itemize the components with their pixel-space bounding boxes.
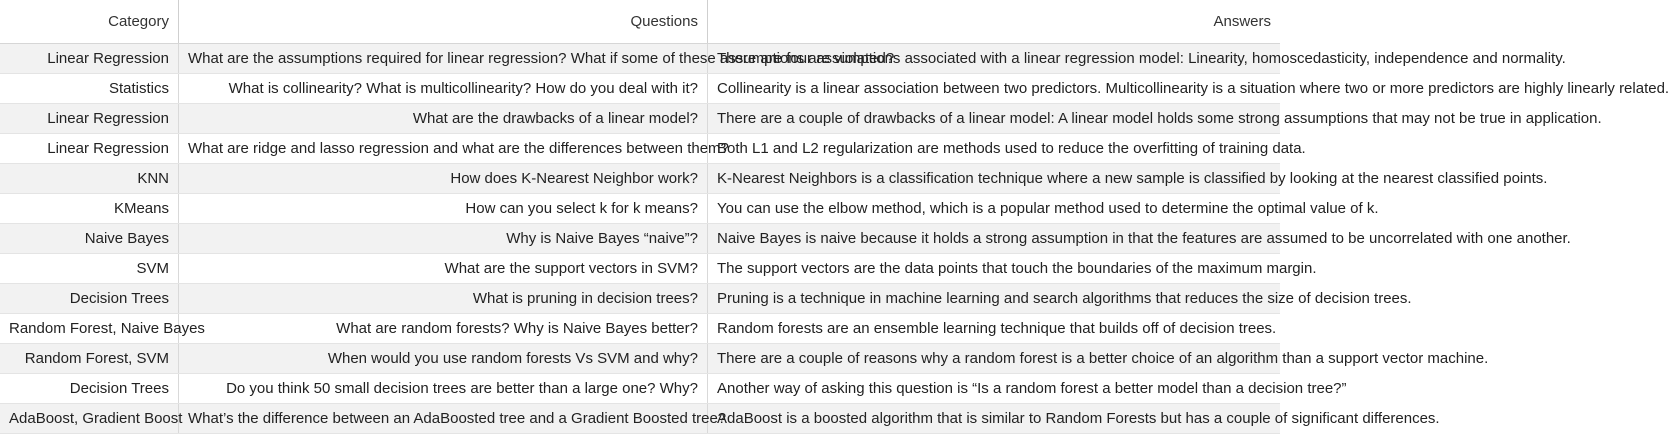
category-cell-text: AdaBoost, Gradient Boost [9,409,183,427]
question-cell[interactable] [179,374,708,403]
question-cell[interactable] [179,44,895,73]
category-cell[interactable] [0,104,179,133]
category-cell-text: Random Forest, SVM [24,349,169,367]
category-cell[interactable] [0,164,179,193]
question-cell-text: What are the support vectors in SVM? [444,259,698,277]
question-cell-text: Why is Naive Bayes “naive”? [506,229,698,247]
table-row[interactable] [0,134,1306,164]
table-row[interactable] [0,404,1440,434]
question-cell[interactable] [179,74,708,103]
answer-cell[interactable] [708,194,1379,223]
category-cell-text: Decision Trees [69,289,169,307]
question-cell-text: What are the drawbacks of a linear model? [412,109,698,127]
answer-cell[interactable] [708,44,1566,73]
table-row[interactable] [0,194,1379,224]
answer-cell-text: Another way of asking this question is “Is a random forest a better model than a decision tree?” [717,379,1347,397]
answer-cell[interactable] [708,254,1317,283]
category-cell-text: KNN [137,169,169,187]
category-cell[interactable] [0,314,205,343]
category-cell[interactable] [0,224,179,253]
category-cell[interactable] [0,344,179,373]
answer-cell[interactable] [708,164,1548,193]
question-cell[interactable] [179,224,708,253]
table-body [0,44,1669,434]
answer-cell-text: There are four assumptions associated with a linear regression model: Linearity, homoscedasticity, independence and normality. [717,49,1566,67]
answer-cell-text: Naive Bayes is naive because it holds a strong assumption in that the features are assumed to be uncorrelated with one another. [717,229,1571,247]
question-cell[interactable] [179,134,729,163]
answer-cell[interactable] [708,74,1669,103]
category-cell-text: Linear Regression [47,139,169,157]
answer-cell-text: AdaBoost is a boosted algorithm that is similar to Random Forests but has a couple of significant differences. [717,409,1440,427]
question-cell[interactable] [179,104,708,133]
category-cell[interactable] [0,74,179,103]
column-header-questions[interactable] [179,0,708,43]
question-cell-text: What is collinearity? What is multicollinearity? How do you deal with it? [228,79,698,97]
column-header-label: Category [108,12,169,30]
table-row[interactable] [0,254,1317,284]
answer-cell[interactable] [708,224,1571,253]
answer-cell[interactable] [708,314,1280,343]
question-cell[interactable] [179,314,708,343]
answer-cell-text: You can use the elbow method, which is a popular method used to determine the optimal value of k. [717,199,1379,217]
question-cell[interactable] [179,194,708,223]
table-row[interactable] [0,74,1669,104]
question-cell[interactable] [179,404,727,433]
answer-cell-text: Random forests are an ensemble learning technique that builds off of decision trees. [717,319,1277,337]
table-row[interactable] [0,314,1280,344]
question-cell-text: How can you select k for k means? [465,199,698,217]
question-cell-text: Do you think 50 small decision trees are better than a large one? Why? [226,379,698,397]
category-cell-text: SVM [136,259,169,277]
question-cell-text: How does K-Nearest Neighbor work? [450,169,698,187]
category-cell-text: Statistics [108,79,169,97]
category-cell-text: Decision Trees [69,379,169,397]
category-cell[interactable] [0,404,183,433]
column-header-label: Questions [630,12,698,30]
answer-cell[interactable] [708,284,1412,313]
answer-cell[interactable] [708,374,1347,403]
question-cell-text: What are ridge and lasso regression and what are the differences between them? [188,139,729,157]
category-cell[interactable] [0,284,179,313]
category-cell[interactable] [0,134,179,163]
column-header-label: Answers [1213,12,1271,30]
table-row[interactable] [0,164,1548,194]
answer-cell[interactable] [708,344,1489,373]
category-cell[interactable] [0,254,179,283]
answer-cell-text: There are a couple of reasons why a random forest is a better choice of an algorithm than a support vector machine. [717,349,1489,367]
table-row[interactable] [0,374,1347,404]
table-row[interactable] [0,224,1571,254]
table-row[interactable] [0,284,1412,314]
answer-cell-text: There are a couple of drawbacks of a linear model: A linear model holds some strong assumptions that may not be true in application. [717,109,1602,127]
category-cell[interactable] [0,44,179,73]
answer-cell[interactable] [708,104,1602,133]
column-header-category[interactable] [0,0,179,43]
question-cell-text: What is pruning in decision trees? [472,289,698,307]
question-cell[interactable] [179,164,708,193]
category-cell[interactable] [0,374,179,403]
category-cell-text: Linear Regression [47,109,169,127]
answer-cell-text: Pruning is a technique in machine learning and search algorithms that reduces the size of decision trees. [717,289,1412,307]
category-cell-text: Random Forest, Naive Bayes [9,319,205,337]
answer-cell[interactable] [708,404,1440,433]
question-cell-text: What’s the difference between an AdaBoosted tree and a Gradient Boosted tree? [188,409,727,427]
question-cell[interactable] [179,284,708,313]
question-cell-text: When would you use random forests Vs SVM and why? [327,349,698,367]
category-cell-text: Linear Regression [47,49,169,67]
question-cell-text: What are random forests? Why is Naive Bayes better? [336,319,698,337]
table-row[interactable] [0,44,1566,74]
category-cell[interactable] [0,194,179,223]
column-header-answers[interactable] [708,0,1280,43]
table-row[interactable] [0,344,1489,374]
table-header [0,0,1280,44]
table-row[interactable] [0,104,1602,134]
category-cell-text: Naive Bayes [84,229,169,247]
question-cell-text: What are the assumptions required for linear regression? What if some of these assumptions are violated? [188,49,895,67]
answer-cell[interactable] [708,134,1306,163]
answer-cell-text: Both L1 and L2 regularization are methods used to reduce the overfitting of training data. [717,139,1306,157]
answer-cell-text: The support vectors are the data points that touch the boundaries of the maximum margin. [717,259,1317,277]
answer-cell-text: K-Nearest Neighbors is a classification technique where a new sample is classified by looking at the nearest classified points. [717,169,1548,187]
question-cell[interactable] [179,254,708,283]
question-cell[interactable] [179,344,708,373]
answer-cell-text: Collinearity is a linear association between two predictors. Multicollinearity is a situation where two or more predictors are highly linearly related. [717,79,1669,97]
category-cell-text: KMeans [113,199,169,217]
